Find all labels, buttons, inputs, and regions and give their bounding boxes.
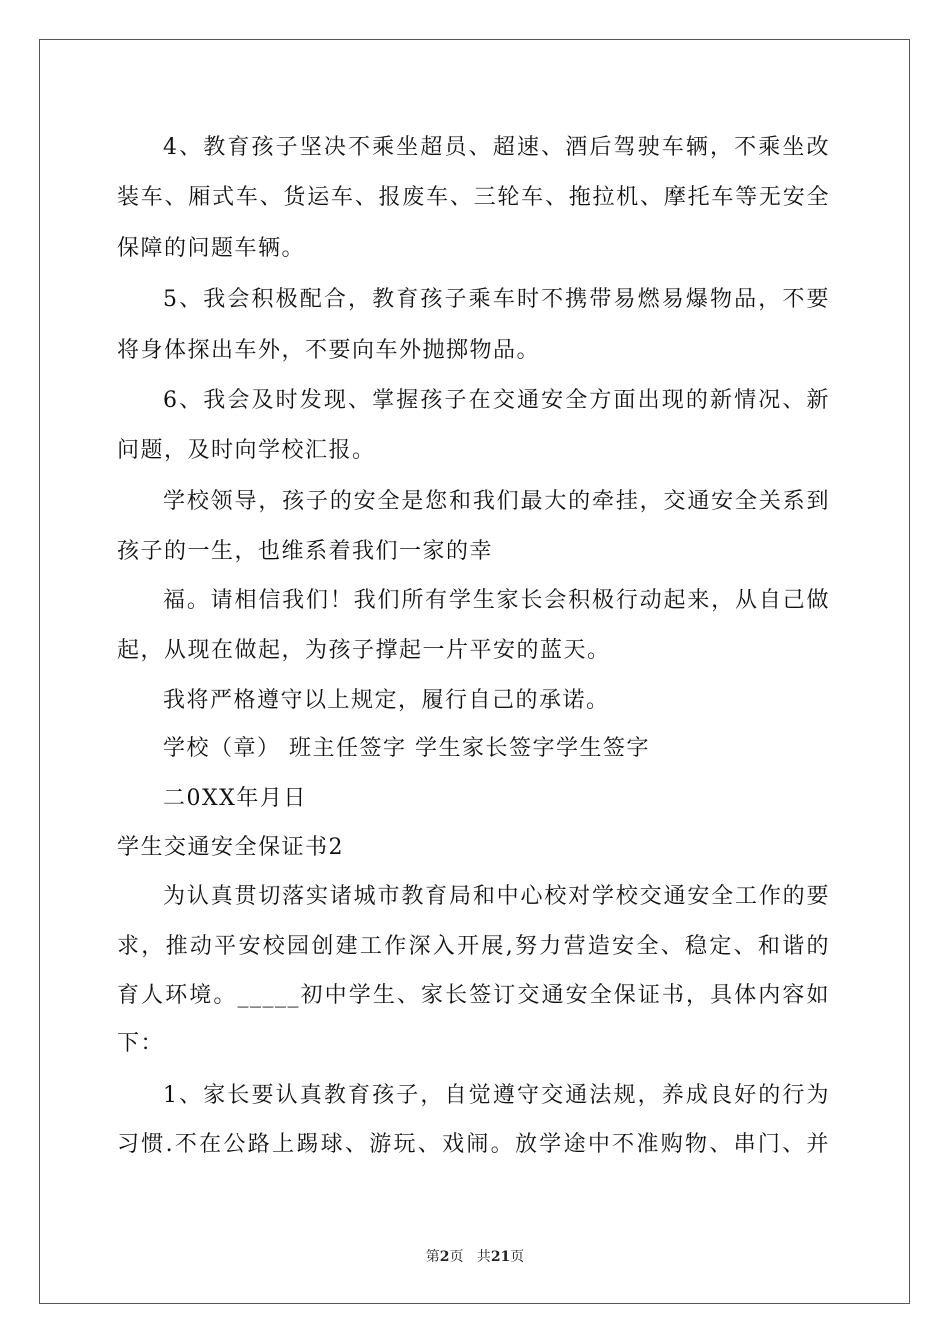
paragraph-line: 学校领导，孩子的安全是您和我们最大的牵挂，交通安全关系到 bbox=[163, 489, 830, 514]
page-suffix: 页 bbox=[510, 1249, 525, 1265]
paragraph-line: 孩子的一生，也维系着我们一家的幸 bbox=[117, 539, 494, 564]
paragraph-line: 保障的问题车辆。 bbox=[117, 236, 306, 261]
current-page-number: 2 bbox=[439, 1249, 450, 1265]
paragraph-line: 将身体探出车外，不要向车外抛掷物品。 bbox=[117, 338, 541, 363]
paragraph-line: 问题，及时向学校汇报。 bbox=[117, 438, 376, 463]
paragraph-line: 福。请相信我们！我们所有学生家长会积极行动起来，从自己做 bbox=[163, 588, 830, 613]
paragraph-line: 1、家长要认真教育孩子，自觉遵守交通法规，养成良好的行为 bbox=[163, 1083, 830, 1108]
paragraph-line: 我将严格遵守以上规定，履行自己的承诺。 bbox=[163, 688, 610, 713]
paragraph-line: 起，从现在做起，为孩子撑起一片平安的蓝天。 bbox=[117, 638, 611, 663]
paragraph-line: 求，推动平安校园创建工作深入开展,努力营造安全、稳定、和谐的 bbox=[117, 934, 830, 959]
page-prefix: 第 bbox=[425, 1249, 440, 1265]
page-mid: 页 共 bbox=[449, 1249, 491, 1265]
page-border bbox=[39, 39, 910, 1304]
paragraph-line: 装车、厢式车、货运车、报废车、三轮车、拖拉机、摩托车等无安全 bbox=[117, 185, 830, 210]
date-line: 二0XX年月日 bbox=[163, 786, 307, 811]
paragraph-line: 习惯.不在公路上踢球、游玩、戏闹。放学途中不准购物、串门、并 bbox=[117, 1132, 830, 1157]
paragraph-line: 育人环境。_____初中学生、家长签订交通安全保证书，具体内容如 bbox=[117, 983, 830, 1008]
paragraph-line: 4、教育孩子坚决不乘坐超员、超速、酒后驾驶车辆，不乘坐改 bbox=[163, 135, 830, 160]
paragraph-line: 下： bbox=[117, 1031, 165, 1056]
section-title: 学生交通安全保证书2 bbox=[117, 835, 344, 860]
total-page-number: 21 bbox=[490, 1249, 511, 1265]
paragraph-line: 为认真贯切落实诸城市教育局和中心校对学校交通安全工作的要 bbox=[163, 884, 830, 909]
paragraph-line: 5、我会积极配合，教育孩子乘车时不携带易燃易爆物品，不要 bbox=[163, 287, 830, 312]
paragraph-line: 6、我会及时发现、掌握孩子在交通安全方面出现的新情况、新 bbox=[163, 388, 830, 413]
signature-line: 学校（章） 班主任签字 学生家长签字学生签字 bbox=[163, 736, 650, 761]
page-footer bbox=[0, 1248, 950, 1266]
